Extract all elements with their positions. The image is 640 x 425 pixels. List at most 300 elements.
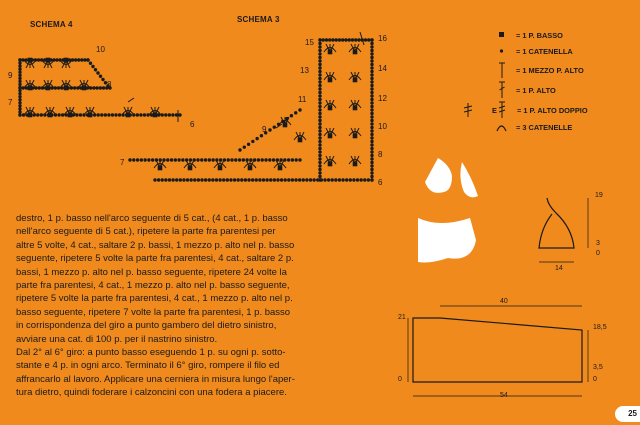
chain-dot: [151, 159, 153, 161]
chain-dot: [242, 159, 244, 161]
single-crochet: [328, 78, 332, 82]
shorts-dim-left-zero: 0: [398, 376, 402, 383]
chain-dot: [255, 179, 257, 181]
legend-label-text: = 1 P. ALTO DOPPIO: [517, 106, 588, 115]
chain-dot: [237, 179, 239, 181]
chain-dot: [345, 179, 347, 181]
schema3-row-label: 16: [378, 34, 387, 43]
chain-dot: [371, 161, 373, 163]
instruction-line: altre 5 volte, 4 cat., saltare 2 p. bassi, 1 mezzo p. alto nel p. basso: [16, 239, 295, 251]
chain-dot: [371, 123, 373, 125]
chain-dot: [87, 59, 89, 61]
chain-dot: [319, 137, 321, 139]
chain-dot: [190, 179, 192, 181]
chain-dot: [284, 179, 286, 181]
instructions-text: [16, 212, 386, 400]
chain-arc-icon: [490, 120, 514, 134]
chain-dot: [371, 172, 373, 174]
instruction-line: stante e 4 p. in ogni arco. Terminato il 6° giro, rompere il filo ed: [16, 360, 280, 372]
chain-dot: [290, 115, 292, 117]
chain-dot: [348, 39, 350, 41]
instruction-line: destro, 1 p. basso nell'arco seguente di 5 cat., (4 cat., 1 p. basso: [16, 213, 288, 224]
chain-dot: [201, 159, 203, 161]
chain-dot: [291, 179, 293, 181]
top-dim-height: 19: [595, 192, 603, 199]
chain-dot: [19, 99, 21, 101]
chain-dot: [197, 159, 199, 161]
chain-dot: [371, 168, 373, 170]
top-dim-width: 14: [555, 265, 563, 272]
single-crochet: [328, 134, 332, 138]
chain-dot: [201, 179, 203, 181]
chain-dot: [212, 159, 214, 161]
chain-dot: [94, 69, 96, 71]
chain-dot: [319, 112, 321, 114]
chain-dot: [73, 87, 75, 89]
chain-dot: [19, 89, 21, 91]
chain-dot: [96, 87, 98, 89]
chain-dot: [61, 114, 63, 116]
chain-dot: [223, 179, 225, 181]
chain-dot: [115, 114, 117, 116]
chain-dot: [241, 179, 243, 181]
chain-dot: [319, 105, 321, 107]
chain-dot: [319, 60, 321, 62]
chain-dot: [194, 179, 196, 181]
chain-dot: [317, 179, 319, 181]
shorts-dim-top-width: 40: [500, 298, 508, 305]
chain-dot: [257, 159, 259, 161]
chain-dot: [319, 67, 321, 69]
chain-dot: [329, 39, 331, 41]
chain-dot: [287, 159, 289, 161]
chain-dot: [102, 78, 104, 80]
chain-dot: [319, 81, 321, 83]
chain-dot: [319, 102, 321, 104]
chain-dot: [244, 179, 246, 181]
legend-label: = 1 CATENELLA: [516, 47, 573, 56]
schema4-row-label: 8: [107, 80, 112, 89]
schema3-row-label: 8: [378, 150, 383, 159]
chain-dot: [332, 39, 334, 41]
top-pattern-outline: [539, 198, 574, 248]
chain-dot: [371, 74, 373, 76]
shorts-dim-bottom-width: 54: [500, 392, 508, 399]
single-crochet: [278, 166, 282, 170]
chain-dot: [79, 114, 81, 116]
chain-dot: [335, 179, 337, 181]
chain-dot: [319, 42, 321, 44]
chain-dot: [364, 179, 366, 181]
chain-dot: [57, 87, 59, 89]
chain-dot: [319, 140, 321, 142]
single-crochet: [283, 123, 287, 127]
chain-dot: [186, 179, 188, 181]
chain-dot: [179, 179, 181, 181]
chain-dot: [97, 114, 99, 116]
chain-dot: [306, 179, 308, 181]
chain-dot: [295, 159, 297, 161]
chain-dot: [272, 159, 274, 161]
chain-dot: [371, 95, 373, 97]
chain-dot: [319, 88, 321, 90]
chain-dot: [371, 102, 373, 104]
chain-dot: [102, 87, 104, 89]
chain-dot: [319, 123, 321, 125]
chain-dot: [371, 67, 373, 69]
chain-dot: [182, 159, 184, 161]
chain-dot: [319, 172, 321, 174]
chain-dot: [371, 175, 373, 177]
legend-label: [492, 106, 588, 115]
chain-dot: [111, 114, 113, 116]
chain-dot: [319, 168, 321, 170]
row-mark: [360, 32, 364, 45]
bikini-top-piece: [425, 158, 452, 193]
chain-dot: [154, 179, 156, 181]
single-crochet-icon: [490, 28, 514, 42]
chain-dot: [335, 39, 337, 41]
instruction-line: nell'arco seguente di 5 cat.), ripetere la parte fra parentesi per: [16, 226, 276, 238]
chain-dot: [338, 179, 340, 181]
chain-dot: [319, 70, 321, 72]
chain-dot: [371, 70, 373, 72]
chain-dot: [226, 179, 228, 181]
chain-dot: [19, 102, 21, 104]
chain-dot: [319, 95, 321, 97]
schema3-row-label: 14: [378, 64, 387, 73]
chain-dot: [99, 75, 101, 77]
chain-dot: [353, 179, 355, 181]
chain-dot: [183, 179, 185, 181]
chain-dot: [302, 179, 304, 181]
shorts-pattern-outline: [413, 318, 582, 382]
chain-dot: [319, 109, 321, 111]
chain-dot: [371, 112, 373, 114]
chain-dot: [319, 126, 321, 128]
page-number: 25: [615, 406, 640, 422]
schema3-row-label: 13: [300, 66, 309, 75]
chain-dot: [256, 137, 258, 139]
chain-dot: [248, 179, 250, 181]
chain-dot: [178, 159, 180, 161]
chain-dot: [230, 179, 232, 181]
chain-dot: [208, 179, 210, 181]
chain-dot: [172, 114, 174, 116]
chain-dot: [260, 135, 262, 137]
pattern-shapes: [408, 158, 588, 396]
chain-dot: [261, 159, 263, 161]
legend-item: [482, 44, 632, 60]
shorts-piece: [418, 218, 476, 263]
chain-dot: [288, 179, 290, 181]
chain-dot: [56, 59, 58, 61]
chain-dot: [327, 179, 329, 181]
chain-dot: [44, 59, 46, 61]
single-crochet: [328, 106, 332, 110]
chain-dot: [174, 159, 176, 161]
chain-dot: [108, 114, 110, 116]
chain-dot: [179, 114, 181, 116]
chain-dot: [319, 161, 321, 163]
chain-dot: [319, 130, 321, 132]
chain-dot: [72, 114, 74, 116]
treble-icon: [490, 80, 514, 100]
row-mark: [128, 98, 134, 102]
chain-dot: [19, 62, 21, 64]
chain-dot: [19, 86, 21, 88]
single-crochet: [28, 113, 32, 117]
chain-dot: [364, 39, 366, 41]
chain-dot: [40, 114, 42, 116]
shorts-dim-left-height: 21: [398, 314, 406, 321]
chain-dot: [371, 39, 373, 41]
chain-dot: [371, 158, 373, 160]
legend-label: = 3 CATENELLE: [516, 123, 573, 132]
chain-dot: [140, 159, 142, 161]
single-crochet: [153, 113, 157, 117]
chain-dot: [319, 175, 321, 177]
chain-dot: [319, 39, 321, 41]
chain-dot: [351, 39, 353, 41]
schema3-diagram: [129, 32, 373, 181]
instruction-line: in corrispondenza del giro a punto gambero del dietro sinistro,: [16, 320, 277, 332]
chain-dot: [371, 63, 373, 65]
chain-dot-icon: [490, 44, 514, 58]
half-treble-icon: [490, 60, 514, 80]
chain-dot: [299, 159, 301, 161]
chain-dot: [273, 179, 275, 181]
chain-dot: [175, 114, 177, 116]
single-crochet: [88, 113, 92, 117]
chain-dot: [262, 179, 264, 181]
chain-dot: [282, 120, 284, 122]
chain-dot: [322, 39, 324, 41]
chain-dot: [19, 59, 21, 61]
chain-dot: [157, 114, 159, 116]
chain-dot: [371, 81, 373, 83]
chain-dot: [291, 159, 293, 161]
chain-dot: [371, 53, 373, 55]
chain-dot: [37, 114, 39, 116]
chain-dot: [19, 80, 21, 82]
chain-dot: [338, 39, 340, 41]
chain-dot: [144, 159, 146, 161]
chain-dot: [19, 95, 21, 97]
chain-dot: [65, 114, 67, 116]
chain-dot: [349, 179, 351, 181]
chain-dot: [143, 114, 145, 116]
chain-dot: [371, 42, 373, 44]
chain-dot: [84, 59, 86, 61]
chain-dot: [89, 62, 91, 64]
single-crochet: [64, 58, 68, 62]
schema3-title: SCHEMA 3: [237, 15, 280, 24]
chain-dot: [319, 91, 321, 93]
single-crochet: [82, 86, 86, 90]
bikini-top-piece: [460, 162, 478, 197]
schema4-row-label: 7: [8, 98, 13, 107]
legend-label: = 1 P. BASSO: [516, 31, 563, 40]
chain-dot: [319, 144, 321, 146]
schema3-row-label: 6: [378, 178, 383, 187]
chain-dot: [58, 114, 60, 116]
chain-dot: [101, 114, 103, 116]
single-crochet: [188, 166, 192, 170]
chain-dot: [19, 111, 21, 113]
chain-dot: [265, 159, 267, 161]
chain-dot: [286, 117, 288, 119]
chain-dot: [22, 59, 24, 61]
chain-dot: [371, 133, 373, 135]
chain-dot: [19, 74, 21, 76]
chain-dot: [319, 53, 321, 55]
legend-item: [482, 28, 632, 44]
chain-dot: [176, 179, 178, 181]
chain-dot: [25, 87, 27, 89]
chain-dot: [247, 143, 249, 145]
single-crochet: [158, 166, 162, 170]
schema3-row-label: 7: [120, 158, 125, 167]
chain-dot: [371, 116, 373, 118]
chain-dot: [19, 68, 21, 70]
chain-dot: [129, 159, 131, 161]
chain-dot: [165, 179, 167, 181]
chain-dot: [118, 114, 120, 116]
chain-dot: [371, 91, 373, 93]
chain-dot: [168, 179, 170, 181]
single-crochet: [64, 86, 68, 90]
chain-dot: [19, 83, 21, 85]
chain-dot: [170, 159, 172, 161]
chain-dot: [76, 114, 78, 116]
chain-dot: [19, 71, 21, 73]
chain-dot: [133, 159, 135, 161]
chain-dot: [298, 179, 300, 181]
chain-dot: [319, 147, 321, 149]
chain-dot: [319, 151, 321, 153]
chain-dot: [270, 179, 272, 181]
chain-dot: [355, 39, 357, 41]
chain-dot: [269, 129, 271, 131]
chain-dot: [320, 179, 322, 181]
chain-dot: [227, 159, 229, 161]
chain-dot: [273, 126, 275, 128]
chain-dot: [38, 87, 40, 89]
single-crochet: [248, 166, 252, 170]
chain-dot: [319, 49, 321, 51]
chain-dot: [161, 179, 163, 181]
single-crochet: [28, 58, 32, 62]
instruction-line: affrancarlo al lavoro. Applicare una cerniera in misura lungo l'aper-: [16, 373, 295, 385]
single-crochet: [218, 166, 222, 170]
chain-dot: [319, 165, 321, 167]
chain-dot: [215, 179, 217, 181]
chain-dot: [19, 114, 21, 116]
chain-dot: [371, 126, 373, 128]
chain-dot: [313, 179, 315, 181]
chain-dot: [19, 77, 21, 79]
legend-label: = 1 P. ALTO: [516, 86, 556, 95]
schema3-row-label: 9: [262, 125, 267, 134]
single-crochet: [28, 86, 32, 90]
chain-dot: [147, 114, 149, 116]
instruction-line: parte fra parentesi, 4 cat., 1 mezzo p. alto nel p. basso seguente,: [16, 280, 290, 292]
chain-dot: [299, 109, 301, 111]
chain-dot: [342, 179, 344, 181]
schema4-row-label: 10: [96, 45, 105, 54]
chain-dot: [371, 147, 373, 149]
chain-dot: [269, 159, 271, 161]
chain-dot: [319, 116, 321, 118]
schema3-row-label: 15: [305, 38, 314, 47]
instruction-line: basso seguente, ripetere 7 volte la parte fra parentesi, 1 p. basso: [16, 306, 291, 318]
chain-dot: [252, 140, 254, 142]
chain-dot: [81, 59, 83, 61]
top-dim-mid: 3: [596, 240, 600, 247]
legend-item: [482, 100, 632, 120]
chain-dot: [371, 151, 373, 153]
chain-dot: [148, 159, 150, 161]
chain-dot: [251, 179, 253, 181]
chain-dot: [277, 179, 279, 181]
chain-dot: [204, 179, 206, 181]
chain-dot: [212, 179, 214, 181]
instruction-line: avviare una cat. di 100 p. per il nastrino sinistro.: [16, 333, 218, 345]
chain-dot: [325, 39, 327, 41]
single-crochet: [328, 162, 332, 166]
chain-dot: [371, 77, 373, 79]
legend-e-label: E: [492, 106, 497, 115]
chain-dot: [371, 154, 373, 156]
chain-dot: [259, 179, 261, 181]
chain-dot: [219, 179, 221, 181]
chain-dot: [25, 59, 27, 61]
chain-dot: [319, 133, 321, 135]
chain-dot: [356, 179, 358, 181]
chain-dot: [19, 65, 21, 67]
chain-dot: [371, 137, 373, 139]
chain-dot: [371, 144, 373, 146]
shorts-dim-right-zero: 0: [593, 376, 597, 383]
chain-dot: [266, 179, 268, 181]
chain-dot: [371, 56, 373, 58]
chain-dot: [371, 140, 373, 142]
chain-dot: [74, 59, 76, 61]
single-crochet: [46, 58, 50, 62]
stitch-legend: [482, 28, 632, 136]
chain-dot: [331, 179, 333, 181]
chain-dot: [371, 105, 373, 107]
chain-dot: [295, 179, 297, 181]
single-crochet: [298, 138, 302, 142]
chain-dot: [140, 114, 142, 116]
chain-dot: [19, 92, 21, 94]
chain-dot: [319, 154, 321, 156]
chain-dot: [319, 56, 321, 58]
shorts-dim-right-low: 3,5: [593, 364, 603, 371]
chain-dot: [243, 146, 245, 148]
chain-dot: [371, 60, 373, 62]
legend-label: = 1 MEZZO P. ALTO: [516, 66, 584, 75]
chain-dot: [204, 159, 206, 161]
chain-dot: [68, 59, 70, 61]
chain-dot: [37, 59, 39, 61]
chain-dot: [136, 114, 138, 116]
chain-dot: [371, 130, 373, 132]
chain-dot: [319, 158, 321, 160]
instruction-line: Dal 2° al 6° giro: a punto basso eseguendo 1 p. su ogni p. sotto-: [16, 347, 286, 359]
